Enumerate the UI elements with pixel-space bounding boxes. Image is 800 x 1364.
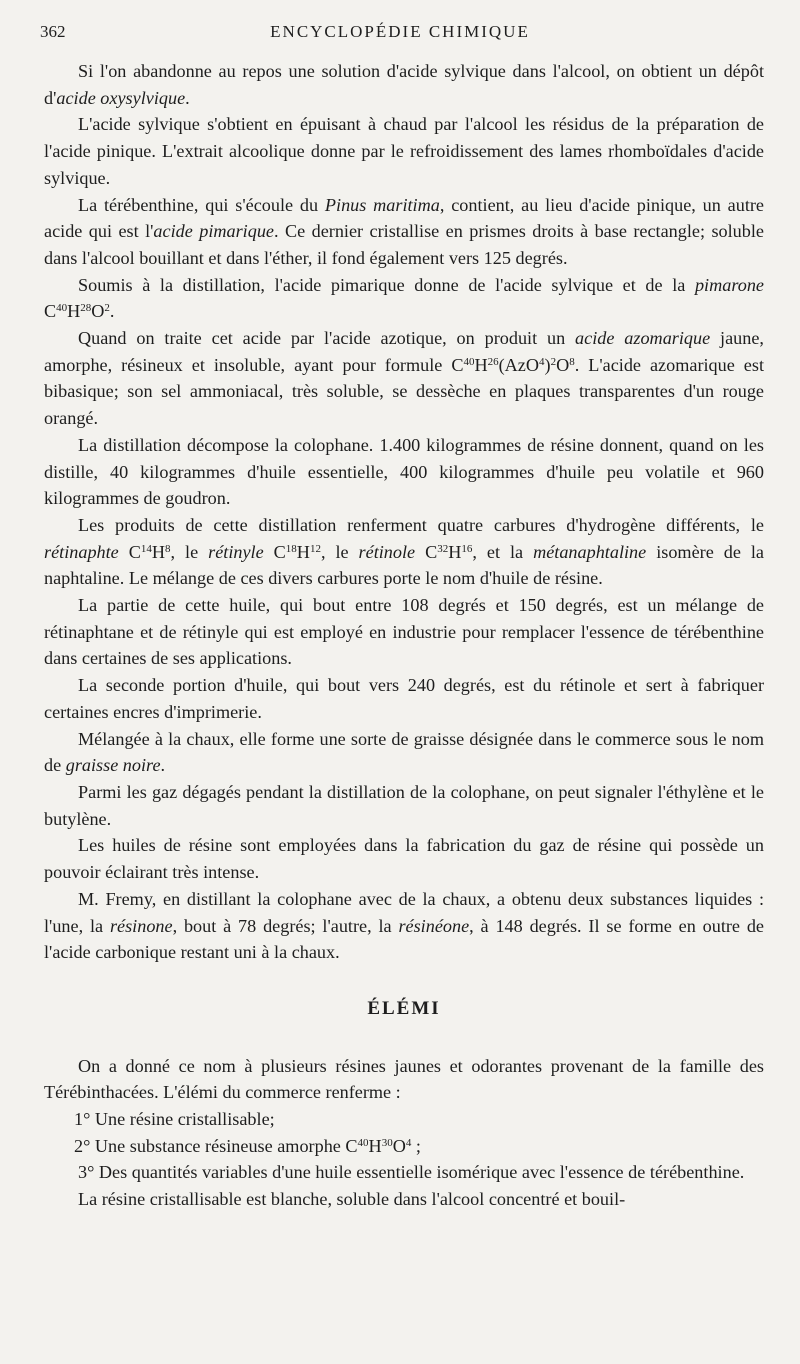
paragraph [44,272,764,325]
paragraph [44,111,764,191]
text-run: H [296,541,310,562]
text-run: La résine cristallisable est blanche, soluble dans l'alcool concentré et bouil- [78,1189,626,1210]
text-run: Quand on traite cet acide par l'acide azotique, on produit un [78,328,576,349]
text-run: Mélangée à la chaux, elle forme une sorte de graisse désignée dans le commerce sous le nom de [44,728,764,776]
paragraph [44,779,764,832]
text-run: M. Fremy, en distillant la colophane avec de la chaux, a obtenu deux substances liquides : l'une, la [44,888,764,936]
superscript: 14 [140,542,152,555]
text-run: . [109,301,115,322]
superscript: 2 [550,355,557,368]
text-run: H [368,1135,382,1156]
page-header [40,18,760,46]
superscript: 32 [437,542,449,555]
text-run: Parmi les gaz dégagés pendant la distillation de la colophane, on peut signaler l'éthylène et le butylène. [44,781,764,829]
text-run: , bout à 78 degrés; l'autre, la [172,915,399,936]
superscript: 16 [461,542,473,555]
paragraph [44,592,764,672]
italic-term: résinone [109,915,173,936]
paragraph [44,832,764,885]
text-run: C [118,541,141,562]
text-run: O [91,301,105,322]
main-text [44,58,764,966]
italic-term: résinéone [398,915,470,936]
running-title: ENCYCLOPÉDIE CHIMIQUE [270,22,530,41]
paragraph [44,1159,764,1186]
italic-term: acide oxysylvique [56,87,186,108]
italic-term: acide azomarique [575,328,711,349]
text-run: . Ce dernier cristallise en prismes droits à base rectangle; soluble dans l'alcool bouillant et dans l'éther, il fond également vers 125 degrés. [44,221,764,268]
superscript: 8 [165,542,171,555]
section-text [44,1053,764,1213]
paragraph [44,1133,764,1160]
italic-term: métanaphtaline [533,541,647,562]
text-run: isomère de la naphtaline. Le mélange de ces divers carbures porte le nom d'huile de résine. [44,541,764,589]
paragraph [44,1186,764,1213]
section-title: ÉLÉMI [367,997,441,1019]
superscript: 40 [56,302,68,315]
paragraph [44,726,764,779]
text-run: , le [170,541,209,562]
text-run: Si l'on abandonne au repos une solution d'acide sylvique dans l'alcool, on obtient un dépôt d' [44,61,764,108]
paragraph [44,1106,764,1133]
text-run: , contient, au lieu d'acide pinique, un autre acide qui est l' [44,194,764,242]
paragraph [44,325,764,432]
text-run: Les produits de cette distillation renferment quatre carbures d'hydrogène différents, le [78,514,764,535]
paragraph [44,192,764,272]
text-run: 3° Des quantités variables d'une huile essentielle isomérique avec l'essence de térébenthine. [78,1162,745,1183]
text-run: ; [411,1135,421,1156]
paragraph [44,512,764,592]
superscript: 40 [357,1136,369,1149]
text-run: Soumis à la distillation, l'acide pimarique donne de l'acide sylvique et de la [78,274,695,295]
text-run: ) [544,354,551,375]
text-run: C [263,541,286,562]
text-run: . [160,755,166,776]
italic-term: pimarone [694,274,764,295]
text-run: 1° Une résine cristallisable; [74,1109,275,1130]
text-run: H [448,541,462,562]
text-run: . L'acide azomarique est bibasique; son sel ammoniacal, très soluble, se dessèche en plaques transparentes d'un rouge orangé. [44,354,764,429]
superscript: 28 [80,302,92,315]
text-run: La seconde portion d'huile, qui bout vers 240 degrés, est du rétinole et sert à fabriquer certaines encres d'imprimerie. [44,675,764,722]
text-run: , et la [472,541,534,562]
superscript: 30 [381,1136,393,1149]
text-run: La distillation décompose la colophane. 1.400 kilogrammes de résine donnent, quand on les distille, 40 kilogrammes d'huile essentielle, 400 kilogrammes d'huile peu volatile et 960 kilogrammes de goudron. [44,434,764,509]
text-run: C [44,301,57,322]
italic-term: rétinole [358,541,416,562]
text-run: . [185,87,190,108]
text-run: L'acide sylvique s'obtient en épuisant à chaud par l'alcool les résidus de la préparation de l'acide pinique. L'extrait alcoolique donne par le refroidissement des lames rhomboïdales d'acide sylvique. [44,114,764,188]
paragraph [44,1053,764,1106]
text-run: O [556,354,570,375]
superscript: 2 [104,302,110,315]
page-body [44,58,764,1213]
text-run: C [415,541,438,562]
text-run: (AzO [498,354,540,375]
superscript: 8 [569,355,575,368]
text-run: , à 148 degrés. Il se forme en outre de l'acide carbonique restant uni à la chaux. [44,915,764,963]
superscript: 4 [539,355,545,368]
superscript: 18 [285,542,297,555]
page-number: 362 [40,22,66,41]
text-run: La partie de cette huile, qui bout entre 108 degrés et 150 degrés, est un mélange de rétinaphtane et de rétinyle qui est employé en industrie pour remplacer l'essence de térébenthine dans certaines de ses applications. [44,595,764,669]
paragraph [44,886,764,966]
paragraph [44,58,764,111]
italic-term: rétinaphte [44,541,119,562]
text-run: H [67,301,81,322]
text-run: Les huiles de résine sont employées dans la fabrication du gaz de résine qui possède un pouvoir éclairant très intense. [44,835,764,883]
text-run: jaune, amorphe, résineux et insoluble, ayant pour formule C [44,328,764,375]
superscript: 40 [463,355,475,368]
text-run: O [392,1135,406,1156]
text-run: H [151,541,166,562]
text-run: La térébenthine, qui s'écoule du [78,194,325,215]
italic-term: rétinyle [208,541,264,562]
text-run: , le [320,541,359,562]
paragraph [44,432,764,512]
superscript: 4 [405,1136,412,1149]
text-run: 2° Une substance résineuse amorphe C [74,1135,358,1156]
text-run: H [474,354,488,375]
text-run: On a donné ce nom à plusieurs résines jaunes et odorantes provenant de la famille des Térébinthacées. L'élémi du commerce renferme : [44,1055,764,1103]
italic-term: acide pimarique [153,221,274,242]
italic-term: graisse noire [65,755,161,776]
superscript: 12 [309,542,321,555]
superscript: 26 [487,355,499,368]
italic-term: Pinus maritima [324,194,440,215]
paragraph [44,672,764,725]
